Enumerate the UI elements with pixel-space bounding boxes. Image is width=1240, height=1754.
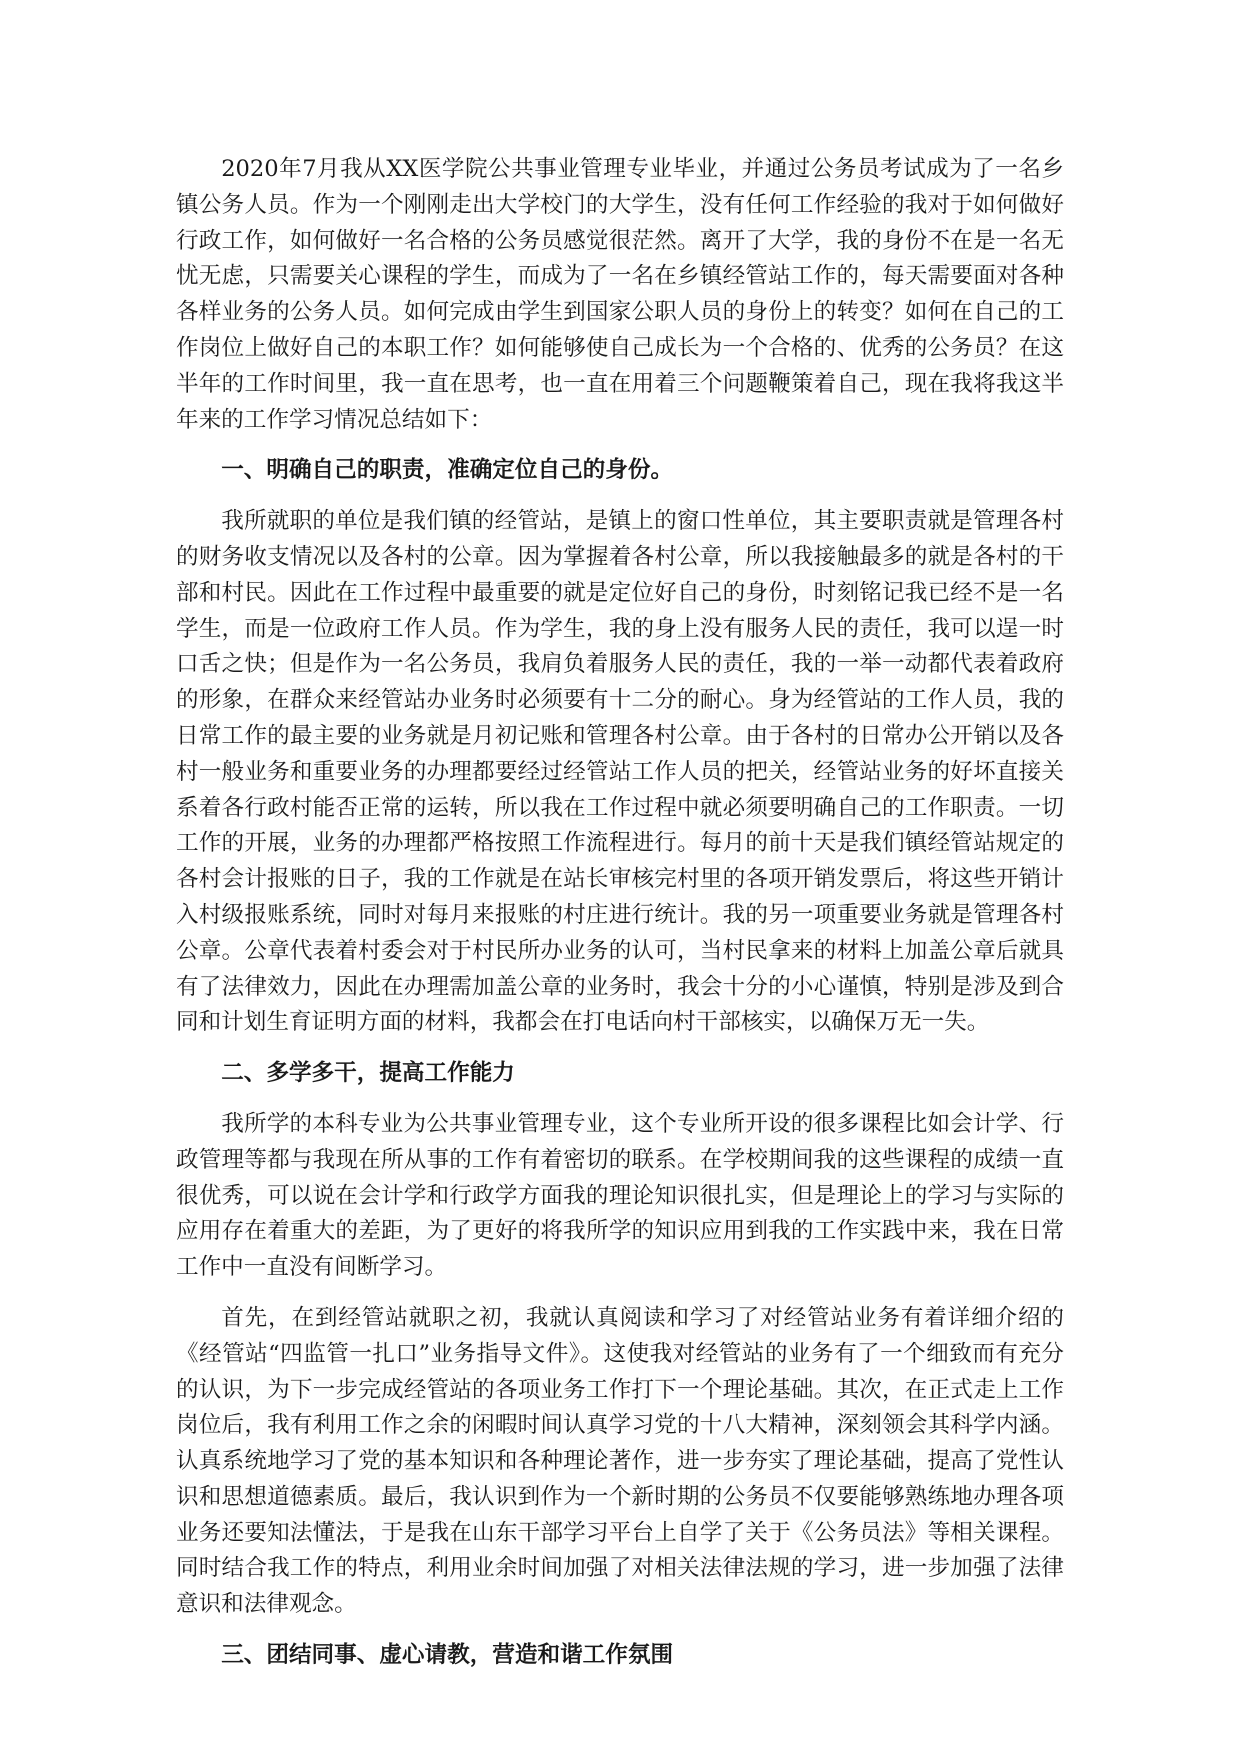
section-heading-2: 二、多学多干，提高工作能力 — [221, 1060, 515, 1087]
paragraph-intro: 2020年7月我从XX医学院公共事业管理专业毕业，并通过公务员考试成为了一名乡镇公务人员。作为一个刚刚走出大学校门的大学生，没有任何工作经验的我对于如何做好行政工作，如何做好一名合格的公务员感觉很茫然。离开了大学，我的身份不在是一名无忧无虑，只需要关心课程的学生，而成为了一名在乡镇经管站工作的，每天需要面对各种各样业务的公务人员。如何完成由学生到国家公职人员的身份上的转变？如何在自己的工作岗位上做好自己的本职工作？如何能够使自己成长为一个合格的、优秀的公务员？在这半年的工作时间里，我一直在思考，也一直在用着三个问题鞭策着自己，现在我将我这半年来的工作学习情况总结如下： — [176, 156, 1064, 433]
section-heading-1: 一、明确自己的职责，准确定位自己的身份。 — [221, 457, 674, 484]
paragraph-section-2a: 我所学的本科专业为公共事业管理专业，这个专业所开设的很多课程比如会计学、行政管理等都与我现在所从事的工作有着密切的联系。在学校期间我的这些课程的成绩一直很优秀，可以说在会计学和行政学方面我的理论知识很扎实，但是理论上的学习与实际的应用存在着重大的差距，为了更好的将我所学的知识应用到我的工作实践中来，我在日常工作中一直没有间断学习。 — [176, 1110, 1064, 1281]
document-body — [176, 152, 1064, 1689]
paragraph-section-2b: 首先，在到经管站就职之初，我就认真阅读和学习了对经管站业务有着详细介绍的《经管站“四监管一扎口”业务指导文件》。这使我对经管站的业务有了一个细致而有充分的认识，为下一步完成经管站的各项业务工作打下一个理论基础。其次，在正式走上工作岗位后，我有利用工作之余的闲暇时间认真学习党的十八大精神，深刻领会其科学内涵。认真系统地学习了党的基本知识和各种理论著作，进一步夯实了理论基础，提高了党性认识和思想道德素质。最后，我认识到作为一个新时期的公务员不仅要能够熟练地办理各项业务还要知法懂法，于是我在山东干部学习平台上自学了关于《公务员法》等相关课程。同时结合我工作的特点，利用业余时间加强了对相关法律法规的学习，进一步加强了法律意识和法律观念。 — [176, 1304, 1064, 1618]
section-heading-3: 三、团结同事、虚心请教，营造和谐工作氛围 — [221, 1642, 674, 1669]
paragraph-section-1: 我所就职的单位是我们镇的经管站，是镇上的窗口性单位，其主要职责就是管理各村的财务收支情况以及各村的公章。因为掌握着各村公章，所以我接触最多的就是各村的干部和村民。因此在工作过程中最重要的就是定位好自己的身份，时刻铭记我已经不是一名学生，而是一位政府工作人员。作为学生，我的身上没有服务人民的责任，我可以逞一时口舌之快；但是作为一名公务员，我肩负着服务人民的责任，我的一举一动都代表着政府的形象，在群众来经管站办业务时必须要有十二分的耐心。身为经管站的工作人员，我的日常工作的最主要的业务就是月初记账和管理各村公章。由于各村的日常办公开销以及各村一般业务和重要业务的办理都要经过经管站工作人员的把关，经管站业务的好坏直接关系着各行政村能否正常的运转，所以我在工作过程中就必须要明确自己的工作职责。一切工作的开展，业务的办理都严格按照工作流程进行。每月的前十天是我们镇经管站规定的各村会计报账的日子，我的工作就是在站长审核完村里的各项开销发票后，将这些开销计入村级报账系统，同时对每月来报账的村庄进行统计。我的另一项重要业务就是管理各村公章。公章代表着村委会对于村民所办业务的认可，当村民拿来的材料上加盖公章后就具有了法律效力，因此在办理需加盖公章的业务时，我会十分的小心谨慎，特别是涉及到合同和计划生育证明方面的材料，我都会在打电话向村干部核实，以确保万无一失。 — [176, 508, 1064, 1036]
